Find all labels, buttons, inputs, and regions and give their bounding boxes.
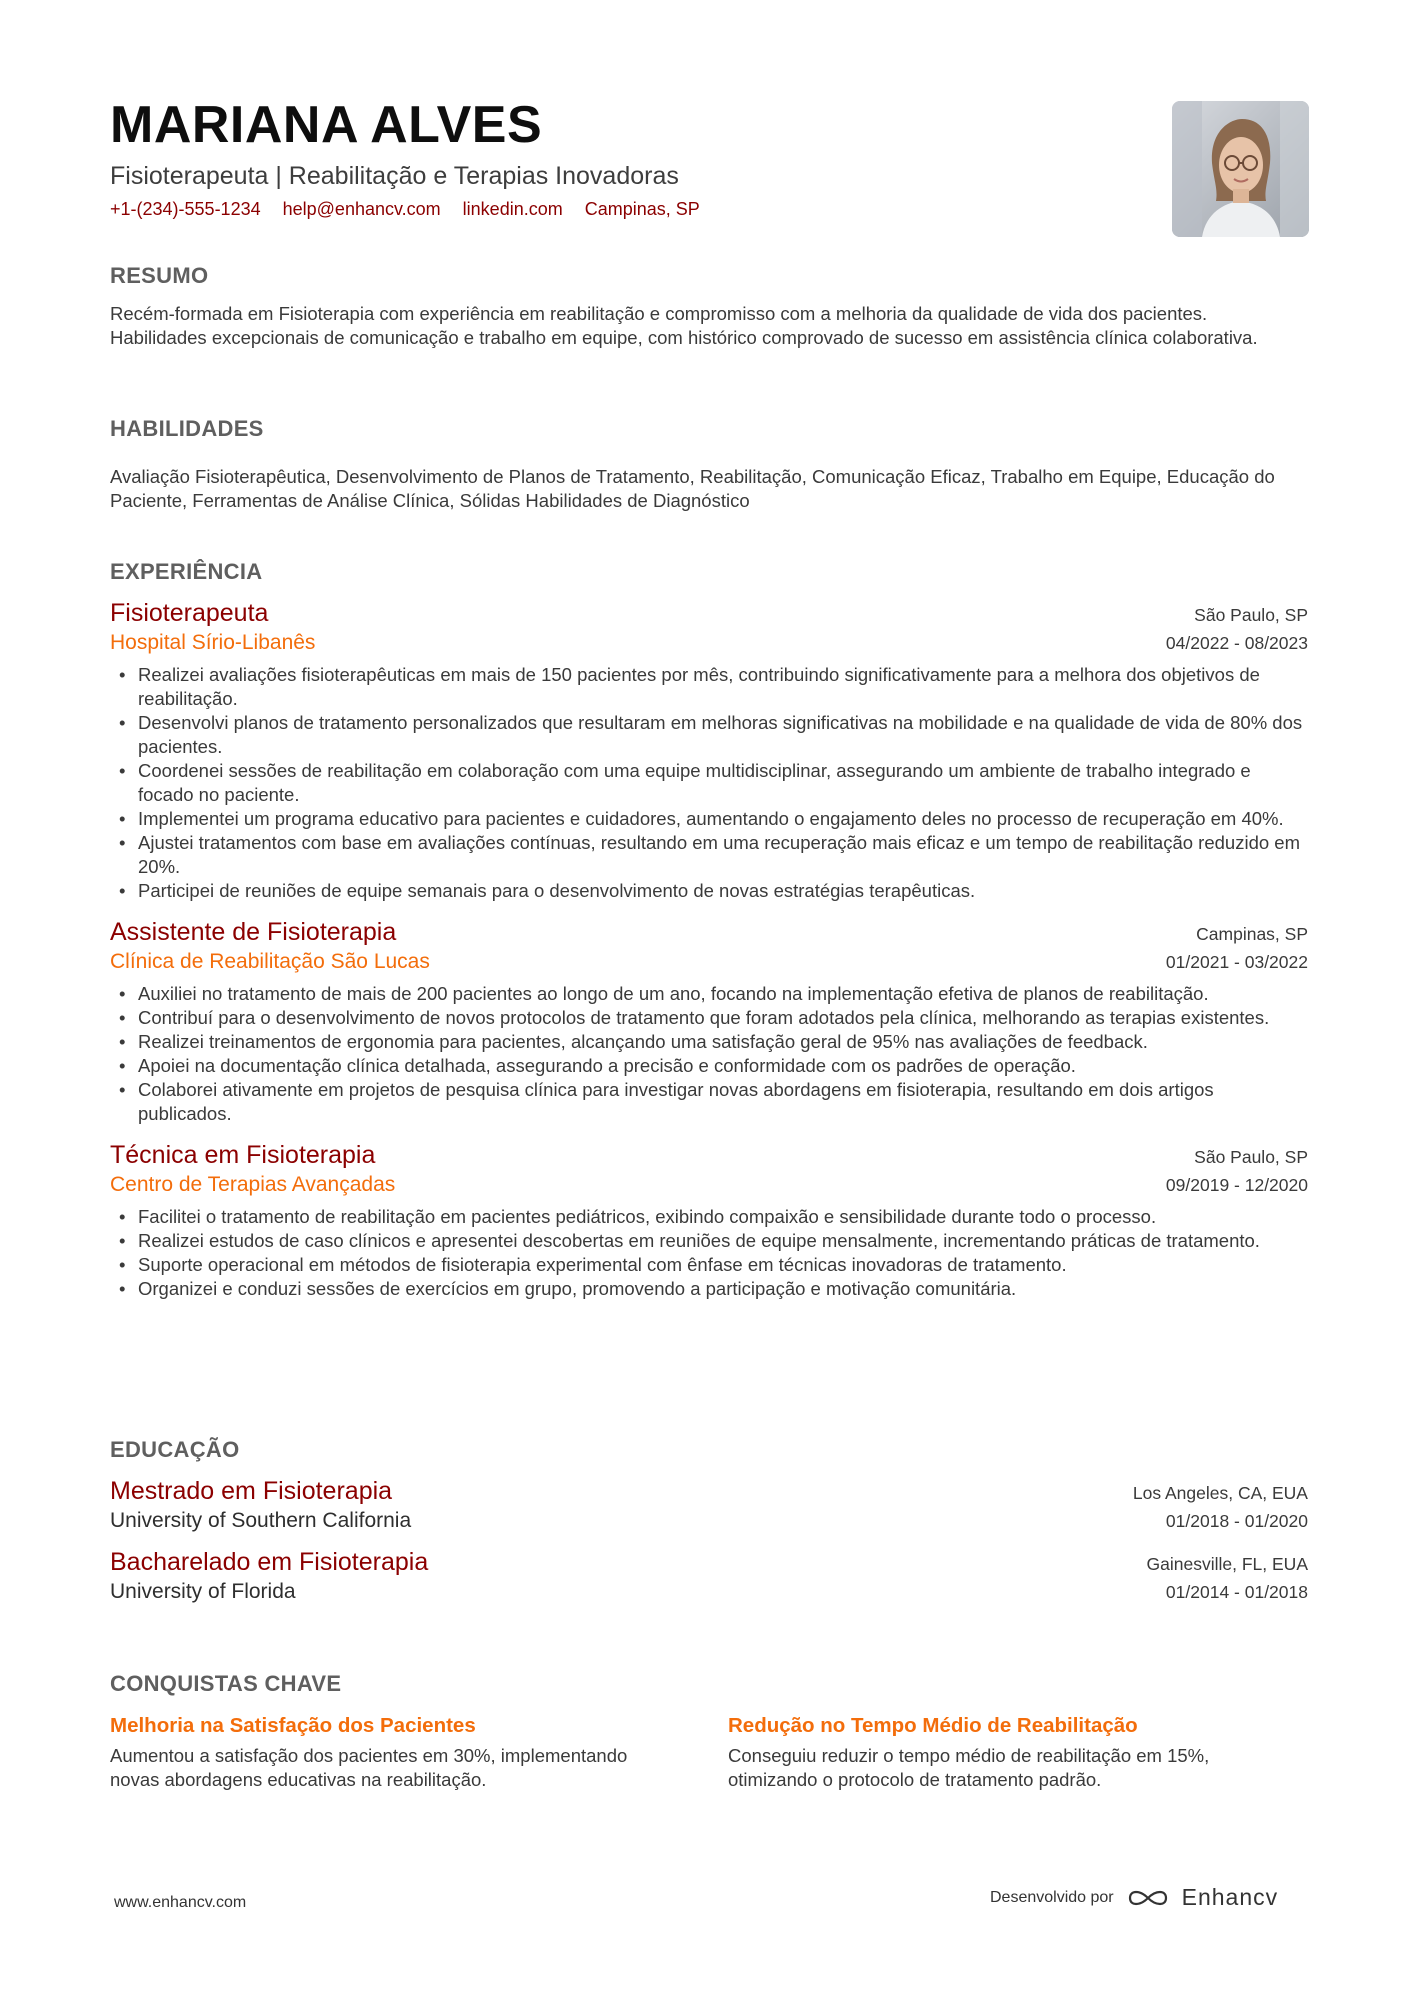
profile-photo [1172, 101, 1309, 237]
resume-header [110, 95, 1170, 221]
job-location: Campinas, SP [1196, 924, 1308, 944]
powered-by-label: Desenvolvido por [990, 1888, 1114, 1906]
candidate-name: MARIANA ALVES [110, 96, 543, 154]
degree-title: Bacharelado em Fisioterapia [110, 1548, 429, 1576]
achievement-item [728, 1712, 1298, 1792]
skills-heading: HABILIDADES [110, 416, 264, 441]
bullet-item: • Facilitei o tratamento de reabilitação em pacientes pediátricos, exibindo compaixão e sensibilidade durante todo o processo. [110, 1205, 1308, 1229]
skills-text: Avaliação Fisioterapêutica, Desenvolvimento de Planos de Tratamento, Reabilitação, Comunicação Eficaz, Trabalho em Equipe, Educação do Paciente, Ferramentas de Análise Clínica, Sólidas Habilidades de Diagnóstico [110, 466, 1275, 511]
contact-email[interactable]: help@enhancv.com [282, 199, 441, 219]
education-entry [110, 1476, 1308, 1535]
achievements-grid [110, 1712, 1308, 1792]
degree-title: Mestrado em Fisioterapia [110, 1477, 393, 1505]
education-dates: 01/2018 - 01/2020 [1165, 1511, 1308, 1531]
footer-powered-by [990, 1884, 1278, 1911]
contact-linkedin[interactable]: linkedin.com [462, 199, 563, 219]
achievement-title: Redução no Tempo Médio de Reabilitação [728, 1714, 1138, 1737]
profile-photo-icon [1172, 101, 1309, 237]
education-location: Gainesville, FL, EUA [1146, 1554, 1308, 1574]
job-bullets [110, 982, 1308, 1126]
job-entry [110, 917, 1308, 1126]
candidate-title: Fisioterapeuta | Reabilitação e Terapias Inovadoras [110, 162, 679, 190]
job-dates: 01/2021 - 03/2022 [1165, 952, 1308, 972]
achievements-heading: CONQUISTAS CHAVE [110, 1671, 342, 1696]
bullet-item: • Organizei e conduzi sessões de exercícios em grupo, promovendo a participação e motivação comunitária. [110, 1277, 1308, 1301]
bullet-item: • Ajustei tratamentos com base em avaliações contínuas, resultando em uma recuperação mais eficaz e um tempo de reabilitação reduzido em 20%. [110, 831, 1308, 879]
bullet-item: • Suporte operacional em métodos de fisioterapia experimental com ênfase em técnicas inovadoras de tratamento. [110, 1253, 1308, 1277]
achievement-desc: Aumentou a satisfação dos pacientes em 30%, implementando novas abordagens educativas na reabilitação. [110, 1745, 628, 1790]
job-bullets [110, 1205, 1308, 1301]
job-title: Técnica em Fisioterapia [110, 1141, 376, 1169]
achievement-title: Melhoria na Satisfação dos Pacientes [110, 1714, 476, 1737]
skills-section [110, 415, 1308, 513]
job-entry [110, 1140, 1308, 1301]
job-title: Assistente de Fisioterapia [110, 918, 397, 946]
job-location: São Paulo, SP [1194, 1147, 1308, 1167]
job-company: Centro de Terapias Avançadas [110, 1173, 396, 1196]
summary-heading: RESUMO [110, 263, 209, 288]
bullet-item: • Auxiliei no tratamento de mais de 200 pacientes ao longo de um ano, focando na implementação efetiva de planos de reabilitação. [110, 982, 1308, 1006]
bullet-item: • Implementei um programa educativo para pacientes e cuidadores, aumentando o engajamento deles no processo de recuperação em 40%. [110, 807, 1308, 831]
experience-section [110, 558, 1308, 1301]
achievement-item [110, 1712, 680, 1792]
achievements-section [110, 1670, 1308, 1792]
bullet-item: • Contribuí para o desenvolvimento de novos protocolos de tratamento que foram adotados pela clínica, melhorando as terapias existentes. [110, 1006, 1308, 1030]
job-company: Hospital Sírio-Libanês [110, 631, 316, 654]
contact-location: Campinas, SP [584, 199, 700, 219]
job-entry [110, 598, 1308, 903]
job-dates: 09/2019 - 12/2020 [1165, 1175, 1308, 1195]
bullet-item: • Colaborei ativamente em projetos de pesquisa clínica para investigar novas abordagens em fisioterapia, resultando em dois artigos publicados. [110, 1078, 1308, 1126]
summary-section [110, 262, 1308, 350]
job-title: Fisioterapeuta [110, 599, 269, 627]
achievement-desc: Conseguiu reduzir o tempo médio de reabilitação em 15%, otimizando o protocolo de tratamento padrão. [728, 1745, 1210, 1790]
bullet-item: • Realizei estudos de caso clínicos e apresentei descobertas em reuniões de equipe mensalmente, incrementando práticas de tratamento. [110, 1229, 1308, 1253]
job-bullets [110, 663, 1308, 903]
education-location: Los Angeles, CA, EUA [1132, 1483, 1308, 1503]
job-company: Clínica de Reabilitação São Lucas [110, 950, 430, 973]
experience-heading: EXPERIÊNCIA [110, 559, 263, 584]
bullet-item: • Realizei avaliações fisioterapêuticas em mais de 150 pacientes por mês, contribuindo significativamente para a melhora dos objetivos de reabilitação. [110, 663, 1308, 711]
education-entry [110, 1547, 1308, 1606]
bullet-item: • Coordenei sessões de reabilitação em colaboração com uma equipe multidisciplinar, assegurando um ambiente de trabalho integrado e focado no paciente. [110, 759, 1308, 807]
footer-website[interactable]: www.enhancv.com [114, 1894, 247, 1911]
bullet-item: • Realizei treinamentos de ergonomia para pacientes, alcançando uma satisfação geral de 95% nas avaliações de feedback. [110, 1030, 1308, 1054]
bullet-item: • Desenvolvi planos de tratamento personalizados que resultaram em melhoras significativas na mobilidade e na qualidade de vida de 80% dos pacientes. [110, 711, 1308, 759]
school-name: University of Florida [110, 1580, 296, 1603]
job-dates: 04/2022 - 08/2023 [1165, 633, 1308, 653]
education-heading: EDUCAÇÃO [110, 1437, 240, 1462]
brand-name[interactable]: Enhancv [1181, 1884, 1279, 1910]
contact-phone[interactable]: +1-(234)-555-1234 [110, 199, 261, 219]
summary-text: Recém-formada em Fisioterapia com experiência em reabilitação e compromisso com a melhoria da qualidade de vida dos pacientes. Habilidades excepcionais de comunicação e trabalho em equipe, com histórico comprovado de sucesso em assistência clínica colaborativa. [110, 303, 1258, 348]
job-location: São Paulo, SP [1194, 605, 1308, 625]
bullet-item: • Apoiei na documentação clínica detalhada, assegurando a precisão e conformidade com os padrões de operação. [110, 1054, 1308, 1078]
bullet-item: • Participei de reuniões de equipe semanais para o desenvolvimento de novas estratégias terapêuticas. [110, 879, 1308, 903]
enhancv-logo-icon [1126, 1885, 1170, 1911]
contact-line [110, 197, 1170, 221]
school-name: University of Southern California [110, 1509, 412, 1532]
education-dates: 01/2014 - 01/2018 [1165, 1582, 1308, 1602]
education-section [110, 1436, 1308, 1606]
